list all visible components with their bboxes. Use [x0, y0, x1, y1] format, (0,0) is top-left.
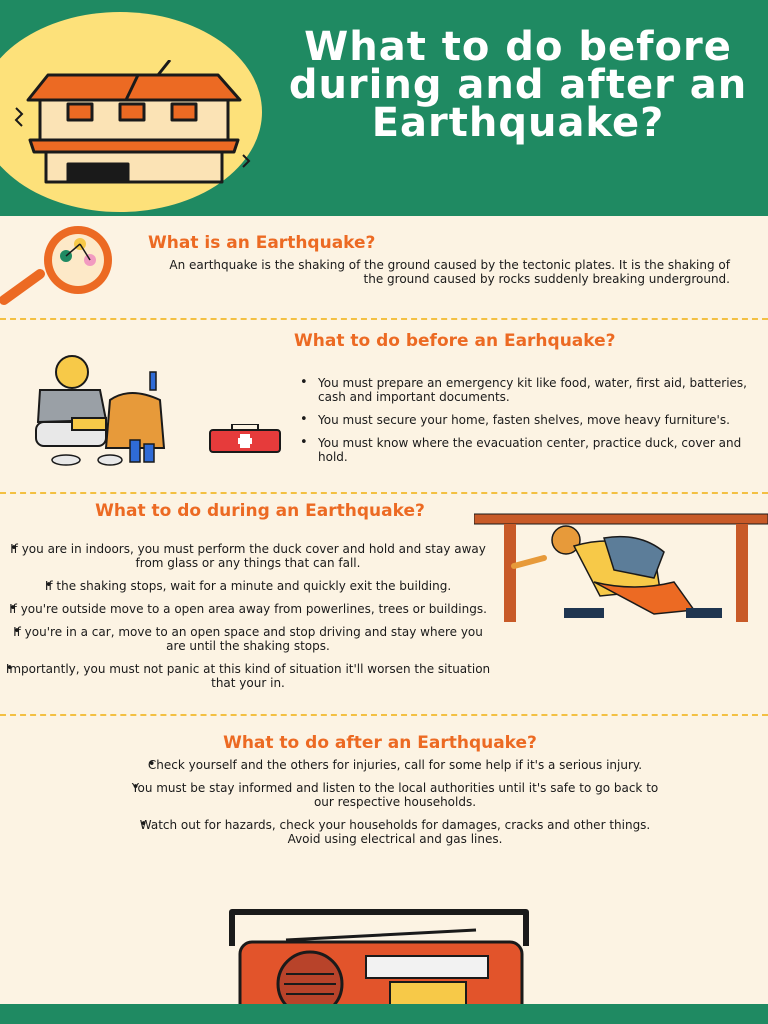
before-heading: What to do before an Earhquake?: [294, 331, 616, 351]
page-title: What to do before during and after an Earthquake?: [288, 24, 748, 146]
what-is-heading: What is an Earthquake?: [148, 233, 376, 253]
first-aid-kit-icon: [208, 424, 282, 454]
what-is-text: An earthquake is the shaking of the ground caused by the tectonic plates. It is the shaking of the ground caused by rocks suddenly breaking underground.: [169, 258, 730, 286]
section-divider: [0, 714, 768, 716]
after-list: [130, 758, 660, 855]
footer-bar: [0, 1004, 768, 1024]
before-list: [300, 376, 760, 473]
woman-packing-kit-icon: [10, 350, 190, 470]
after-heading: What to do after an Earthquake?: [223, 733, 537, 753]
after-item: • Watch out for hazards, check your households for damages, cracks and other things. Avoid using electrical and gas lines.: [130, 818, 660, 846]
during-item: • If you're in a car, move to an open space and stop driving and stay where you are until the shaking stops.: [4, 625, 492, 653]
before-item: • You must know where the evacuation center, practice duck, cover and hold.: [300, 436, 760, 464]
before-item: • You must secure your home, fasten shelves, move heavy furniture's.: [300, 413, 760, 427]
cracked-house-icon: [8, 60, 258, 190]
during-item: • If you are in indoors, you must perform the duck cover and hold and stay away from glass or any things that can fall.: [4, 542, 492, 570]
section-divider: [0, 318, 768, 320]
before-item: • You must prepare an emergency kit like food, water, first aid, batteries, cash and important documents.: [300, 376, 760, 404]
after-item: • You must be stay informed and listen to the local authorities until it's safe to go back to our respective households.: [130, 781, 660, 809]
during-item: • If the shaking stops, wait for a minute and quickly exit the building.: [4, 579, 492, 593]
header-banner: [0, 0, 768, 216]
after-item: • Check yourself and the others for injuries, call for some help if it's a serious injury.: [130, 758, 660, 772]
during-item: • If you're outside move to a open area away from powerlines, trees or buildings.: [4, 602, 492, 616]
during-list: [4, 542, 492, 699]
magnifying-glass-icon: [0, 226, 124, 306]
section-divider: [0, 492, 768, 494]
during-item: • Importantly, you must not panic at this kind of situation it'll worsen the situation that your in.: [4, 662, 492, 690]
person-under-table-icon: [474, 512, 768, 624]
during-heading: What to do during an Earthquake?: [95, 501, 425, 521]
